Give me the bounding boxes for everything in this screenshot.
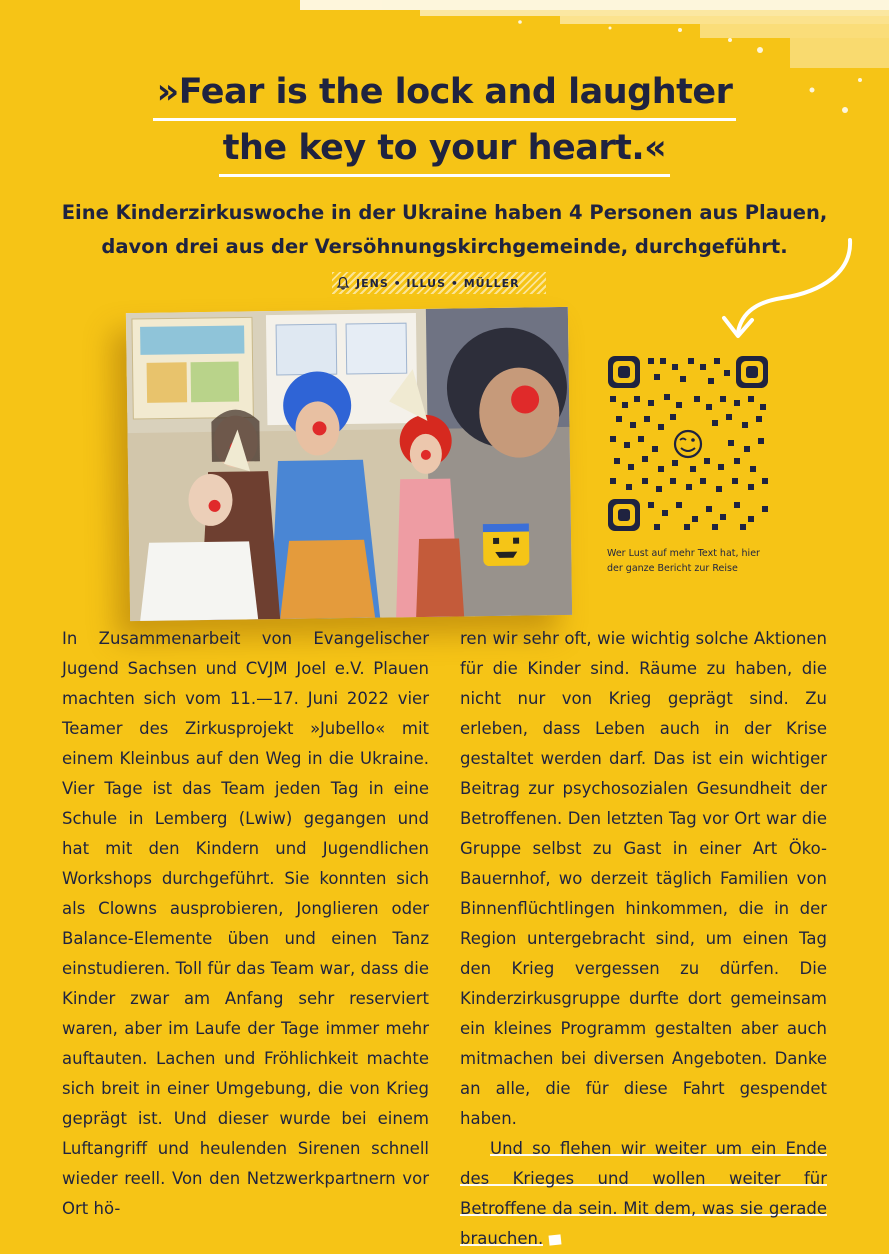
article-column-2 — [460, 624, 827, 1254]
headline-line-1: »Fear is the lock and laughter — [0, 72, 889, 112]
qr-caption — [607, 546, 807, 576]
article-paragraph-1: In Zusammenarbeit von Evangelischer Jugend Sachsen und CVJM Joel e.V. Plauen machten sich vom 11.—17. Juni 2022 vier Teamer des Zirkusprojekt »Jubello« mit einem Kleinbus auf den Weg in die Ukraine. Vier Tage ist das Team jeden Tag in eine Schule in Lemberg (Lwiw) gegangen und hat mit den Kindern und Jugendlichen Workshops durchgeführt. Sie konnten sich als Clowns ausprobieren, Jonglieren oder Balance-Elemente üben und einen Tanz einstudieren. Toll für das Team war, dass die Kinder zwar am Anfang sehr reserviert waren, aber im Laufe der Tage immer mehr auftauten. Lachen und Fröhlichkeit machte sich breit in einer Umgebung, die von Krieg geprägt ist. Und dieser wurde bei einem Luftangriff und heulenden Sirenen schnell wieder reell. Von den Netzwerkpartnern vor Ort hö- — [62, 629, 429, 1218]
bell-icon — [336, 276, 350, 290]
smiley-icon — [675, 431, 701, 457]
article-closing-paragraph — [460, 1134, 827, 1254]
qr-caption-line-1: Wer Lust auf mehr Text hat, hier — [607, 548, 760, 559]
closing-text: Und so flehen wir weiter um ein Ende des Krieges und wollen weiter für Betroffene da sein. Mit dem, was sie gerade brauchen. — [460, 1139, 827, 1248]
headline-line-2: the key to your heart.« — [0, 128, 889, 168]
qr-code[interactable] — [608, 356, 768, 531]
qr-caption-line-2: der ganze Bericht zur Reise — [607, 563, 738, 574]
end-mark-icon — [549, 1234, 562, 1245]
clowns-group-photo — [126, 307, 572, 621]
subheadline-line-1: Eine Kinderzirkuswoche in der Ukraine haben 4 Personen aus Plauen, — [61, 201, 828, 224]
byline — [332, 272, 546, 294]
arrow-doodle-icon — [712, 232, 862, 352]
article-paragraph-2: ren wir sehr oft, wie wichtig solche Aktionen für die Kinder sind. Räume zu haben, die nicht nur von Krieg geprägt sind. Zu erleben, dass Leben auch in der Krise gestaltet werden darf. Das ist ein wichtiger Beitrag zur psychosozialen Gesundheit der Betroffenen. Den letzten Tag vor Ort war die Gruppe selbst zu Gast in einer Art Öko-Bauernhof, wo derzeit täglich Familien von Binnenflüchtlingen hinkommen, die in der Region untergebracht sind, um einen Tag den Krieg vergessen zu dürfen. Die Kinderzirkusgruppe durfte dort gemeinsam ein kleines Programm gestalten aber auch mitmachen bei diversen Angeboten. Danke an alle, die für diese Fahrt gespendet haben. — [460, 629, 827, 1128]
byline-author: JENS • ILLUS • MÜLLER — [356, 276, 520, 290]
article-column-1 — [62, 624, 429, 1224]
subheadline-line-2: davon drei aus der Versöhnungskirchgemeinde, durchgeführt. — [101, 235, 788, 258]
